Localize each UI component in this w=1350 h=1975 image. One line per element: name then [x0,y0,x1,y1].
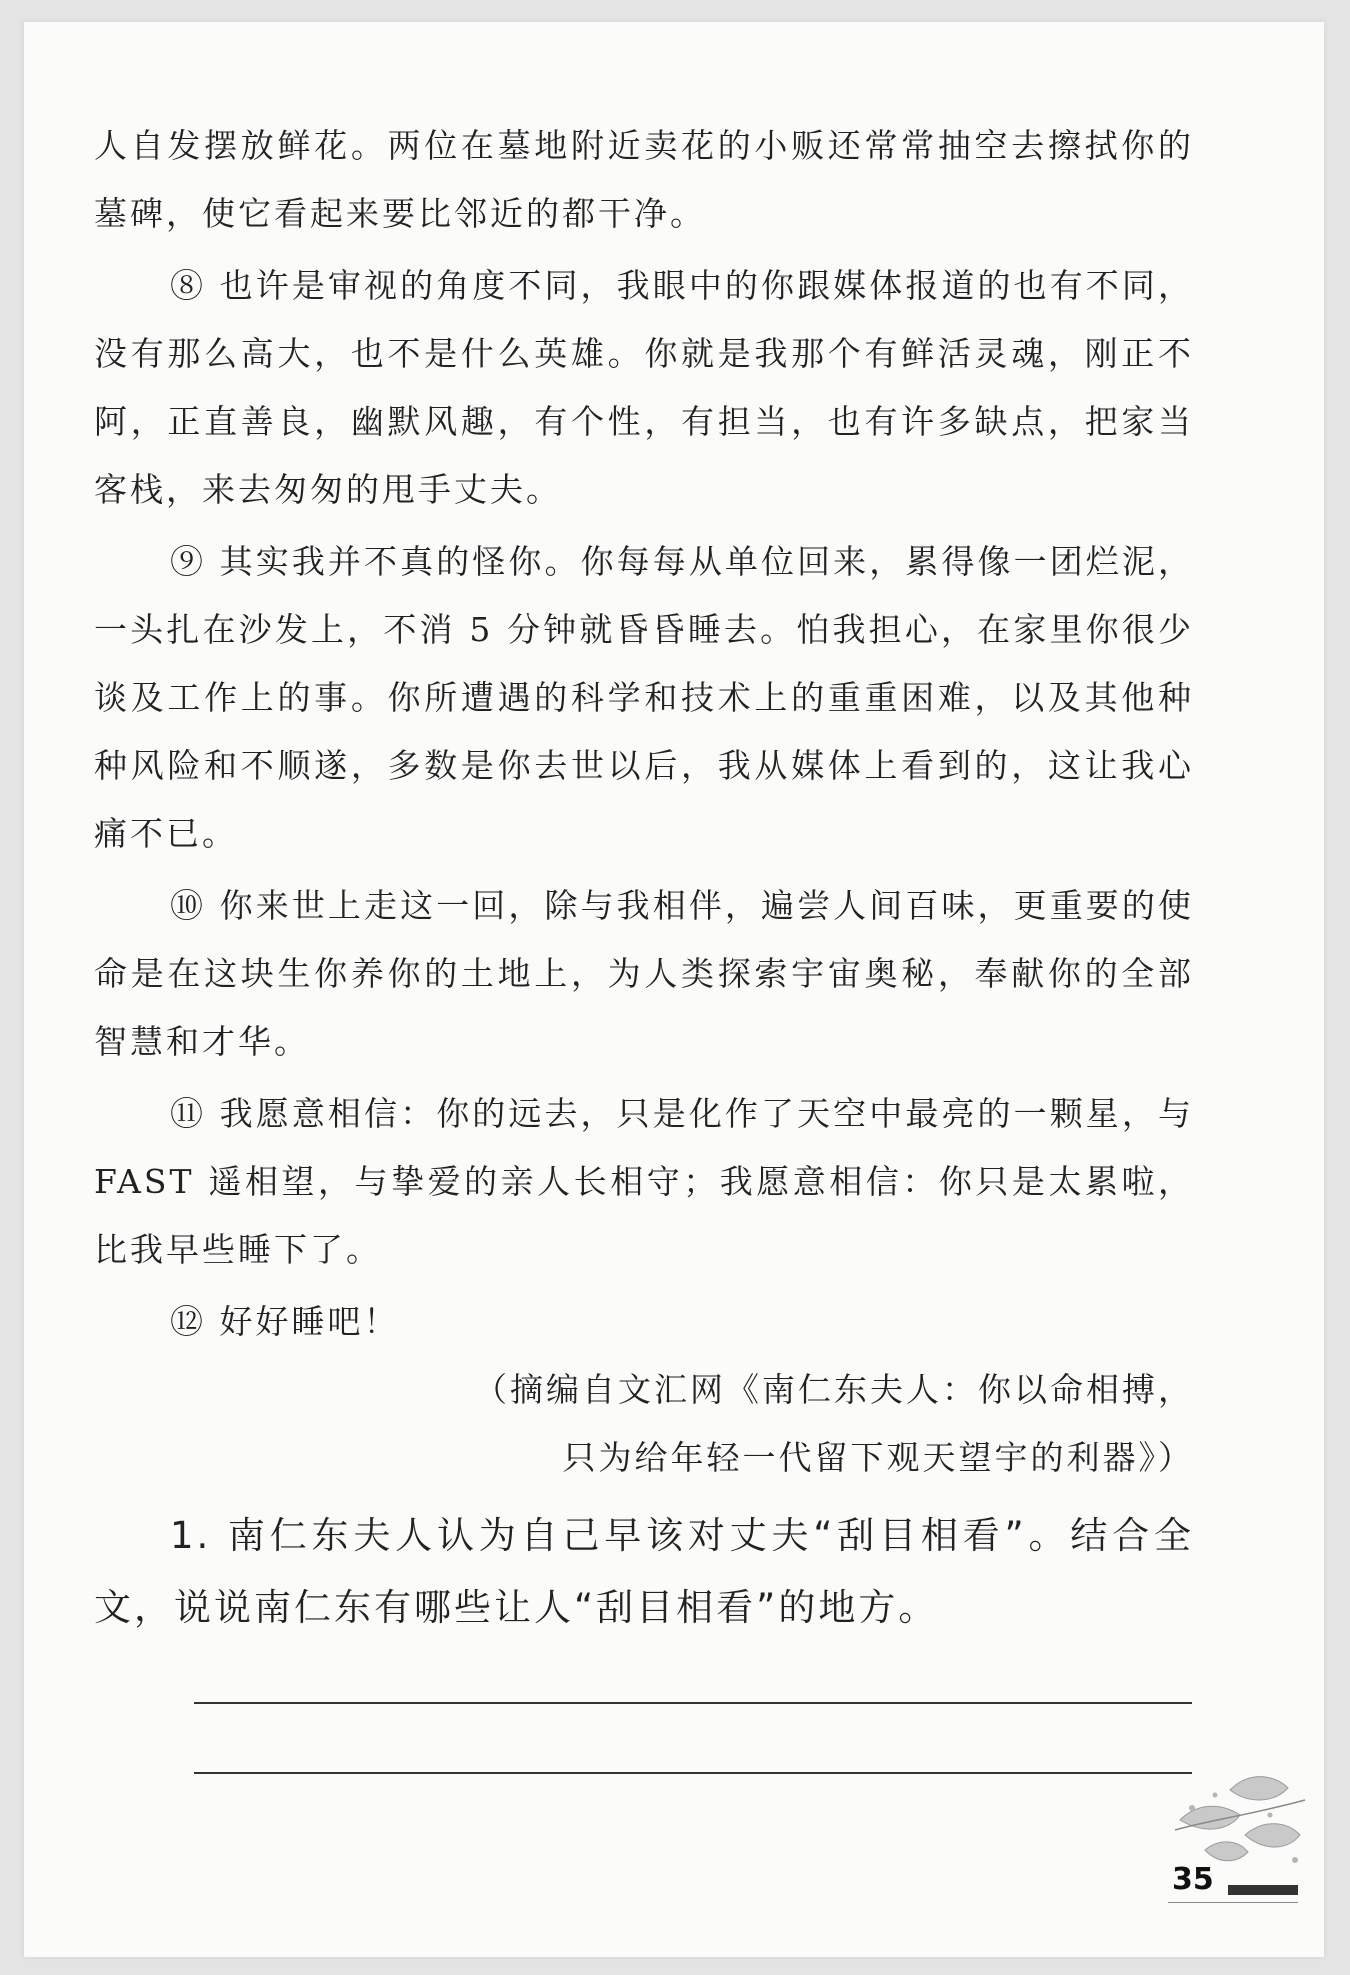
answer-line-1[interactable] [194,1702,1192,1704]
answer-line-2[interactable] [194,1772,1192,1774]
paragraph-10: ⑩ 你来世上走这一回，除与我相伴，遍尝人间百味，更重要的使命是在这块生你养你的土地上，为人类探索宇宙奥秘，奉献你的全部智慧和才华。 [94,886,1194,1061]
page-number-rule [1168,1902,1298,1903]
paragraph-8: ⑧ 也许是审视的角度不同，我眼中的你跟媒体报道的也有不同，没有那么高大，也不是什么英雄。你就是我那个有鲜活灵魂，刚正不阿，正直善良，幽默风趣，有个性，有担当，也有许多缺点，把家当客栈，来去匆匆的甩手丈夫。 [94,266,1194,509]
paragraph-7-continuation: 人自发摆放鲜花。两位在墓地附近卖花的小贩还常常抽空去擦拭你的墓碑，使它看起来要比邻近的都干净。 [94,126,1194,233]
leaf-decoration-icon [1170,1760,1310,1875]
question-1: 1. 南仁东夫人认为自己早该对丈夫“刮目相看”。结合全文，说说南仁东有哪些让人“刮目相看”的地方。 [94,1514,1194,1629]
page-number-bar [1228,1885,1298,1895]
paragraph-9: ⑨ 其实我并不真的怪你。你每每从单位回来，累得像一团烂泥，一头扎在沙发上，不消 5 分钟就昏昏睡去。怕我担心，在家里你很少谈及工作上的事。你所遭遇的科学和技术上的重重困难，以及其他种种风险和不顺遂，多数是你去世以后，我从媒体上看到的，这让我心痛不已。 [94,542,1194,853]
paragraph-11: ⑪ 我愿意相信：你的远去，只是化作了天空中最亮的一颗星，与 FAST 遥相望，与挚爱的亲人长相守；我愿意相信：你只是太累啦，比我早些睡下了。 [94,1094,1194,1269]
page-number: 35 [1172,1862,1214,1897]
source-citation-line-2: 只为给年轻一代留下观天望宇的利器》） [562,1438,1194,1477]
paragraph-12: ⑫ 好好睡吧！ [170,1302,400,1341]
reading-passage [94,112,1194,1644]
source-citation-line-1: （摘编自文汇网《南仁东夫人：你以命相搏， [474,1370,1194,1409]
